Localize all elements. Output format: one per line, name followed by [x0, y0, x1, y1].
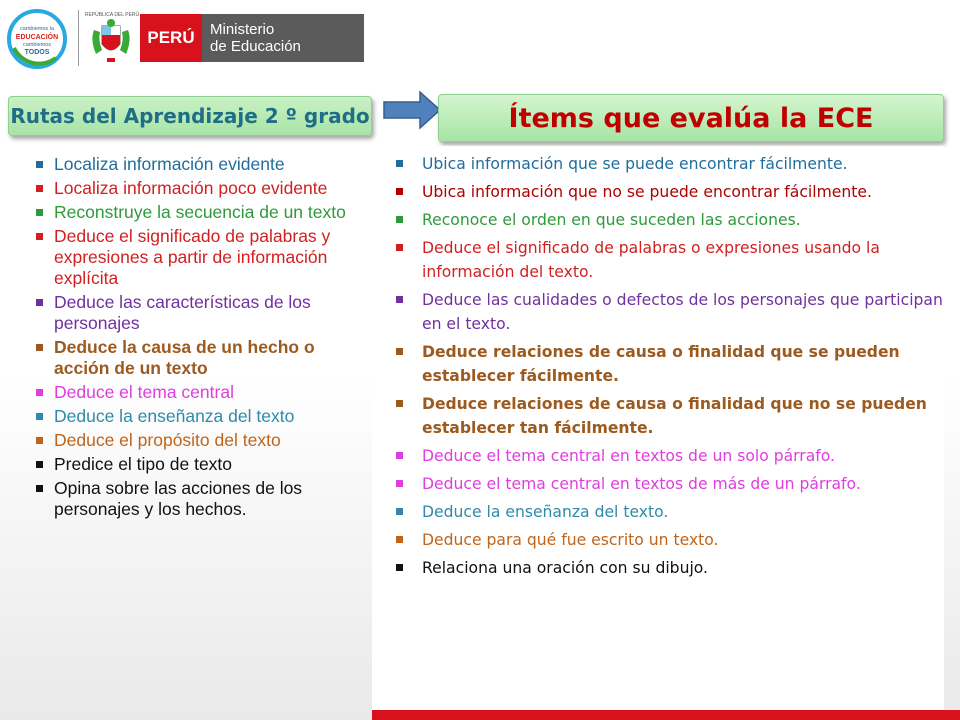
- square-bullet-icon: [36, 389, 43, 396]
- right-title: Ítems que evalúa la ECE: [438, 94, 944, 142]
- square-bullet-icon: [396, 188, 403, 195]
- list-item-text: Deduce relaciones de causa o finalidad que no se pueden establecer tan fácilmente.: [422, 395, 927, 437]
- list-item: [36, 202, 368, 223]
- list-item-text: Opina sobre las acciones de los personajes y los hechos.: [54, 478, 303, 519]
- square-bullet-icon: [36, 461, 43, 468]
- list-item-text: Deduce el tema central en textos de un solo párrafo.: [422, 447, 835, 465]
- list-item: [36, 337, 368, 379]
- list-item-text: Deduce relaciones de causa o finalidad que se pueden establecer fácilmente.: [422, 343, 900, 385]
- list-item: [386, 180, 944, 204]
- list-item: [36, 226, 368, 289]
- logo-line4: TODOS: [24, 49, 50, 56]
- list-item-text: Deduce la causa de un hecho o acción de un texto: [54, 337, 315, 378]
- list-item-text: Deduce el tema central: [54, 382, 234, 402]
- square-bullet-icon: [36, 299, 43, 306]
- square-bullet-icon: [36, 344, 43, 351]
- campaign-logo: [6, 8, 68, 70]
- list-item: [386, 528, 944, 552]
- header-divider: [78, 10, 79, 66]
- list-item-text: Deduce las características de los personajes: [54, 292, 311, 333]
- logo-line2: EDUCACIÓN: [15, 34, 59, 41]
- ministry-label: [202, 14, 364, 62]
- right-item-list: [386, 152, 944, 584]
- square-bullet-icon: [36, 413, 43, 420]
- square-bullet-icon: [396, 400, 403, 407]
- square-bullet-icon: [396, 508, 403, 515]
- list-item: [36, 178, 368, 199]
- logo-line1: cambiemos la: [20, 26, 54, 32]
- square-bullet-icon: [396, 216, 403, 223]
- list-item-text: Deduce la enseñanza del texto: [54, 406, 295, 426]
- square-bullet-icon: [36, 209, 43, 216]
- list-item-text: Deduce el tema central en textos de más de un párrafo.: [422, 475, 861, 493]
- coat-of-arms-icon: [88, 10, 134, 66]
- list-item: [36, 478, 368, 520]
- square-bullet-icon: [36, 185, 43, 192]
- list-item-text: Deduce el significado de palabras o expresiones usando la información del texto.: [422, 239, 880, 281]
- list-item: [36, 292, 368, 334]
- ministry-line2: de Educación: [210, 38, 301, 55]
- list-item-text: Deduce el significado de palabras y expresiones a partir de información explícita: [54, 226, 331, 288]
- list-item-text: Deduce la enseñanza del texto.: [422, 503, 669, 521]
- list-item-text: Predice el tipo de texto: [54, 454, 233, 474]
- list-item-text: Deduce el propósito del texto: [54, 430, 281, 450]
- list-item-text: Reconstruye la secuencia de un texto: [54, 202, 346, 222]
- square-bullet-icon: [396, 244, 403, 251]
- bottom-bar: [372, 710, 960, 720]
- square-bullet-icon: [396, 480, 403, 487]
- list-item: [386, 152, 944, 176]
- list-item-text: Relaciona una oración con su dibujo.: [422, 559, 709, 577]
- list-item-text: Deduce las cualidades o defectos de los personajes que participan en el texto.: [422, 291, 943, 333]
- square-bullet-icon: [36, 233, 43, 240]
- square-bullet-icon: [36, 437, 43, 444]
- list-item: [386, 556, 944, 580]
- list-item: [386, 236, 944, 284]
- arrow-right-icon: [382, 90, 442, 130]
- peru-label: PERÚ: [140, 14, 202, 62]
- square-bullet-icon: [36, 161, 43, 168]
- shield-caption: REPÚBLICA DEL PERÚ: [84, 12, 140, 18]
- list-item-text: Reconoce el orden en que suceden las acciones.: [422, 211, 801, 229]
- square-bullet-icon: [396, 564, 403, 571]
- list-item: [386, 340, 944, 388]
- left-title: Rutas del Aprendizaje 2 º grado: [8, 96, 372, 136]
- list-item: [386, 472, 944, 496]
- list-item: [386, 444, 944, 468]
- square-bullet-icon: [396, 452, 403, 459]
- list-item: [36, 430, 368, 451]
- list-item-text: Ubica información que no se puede encontrar fácilmente.: [422, 183, 872, 201]
- list-item: [36, 382, 368, 403]
- list-item-text: Deduce para qué fue escrito un texto.: [422, 531, 719, 549]
- list-item-text: Localiza información poco evidente: [54, 178, 328, 198]
- list-item: [36, 454, 368, 475]
- list-item: [386, 500, 944, 524]
- ministry-line1: Ministerio: [210, 21, 275, 38]
- list-item-text: Ubica información que se puede encontrar fácilmente.: [422, 155, 848, 173]
- list-item-text: Localiza información evidente: [54, 154, 285, 174]
- logo-line3: cambiemos: [22, 42, 52, 48]
- square-bullet-icon: [396, 296, 403, 303]
- list-item: [386, 288, 944, 336]
- square-bullet-icon: [36, 485, 43, 492]
- left-skill-list: [36, 154, 368, 523]
- list-item: [386, 208, 944, 232]
- square-bullet-icon: [396, 160, 403, 167]
- square-bullet-icon: [396, 348, 403, 355]
- square-bullet-icon: [396, 536, 403, 543]
- list-item: [36, 406, 368, 427]
- list-item: [386, 392, 944, 440]
- list-item: [36, 154, 368, 175]
